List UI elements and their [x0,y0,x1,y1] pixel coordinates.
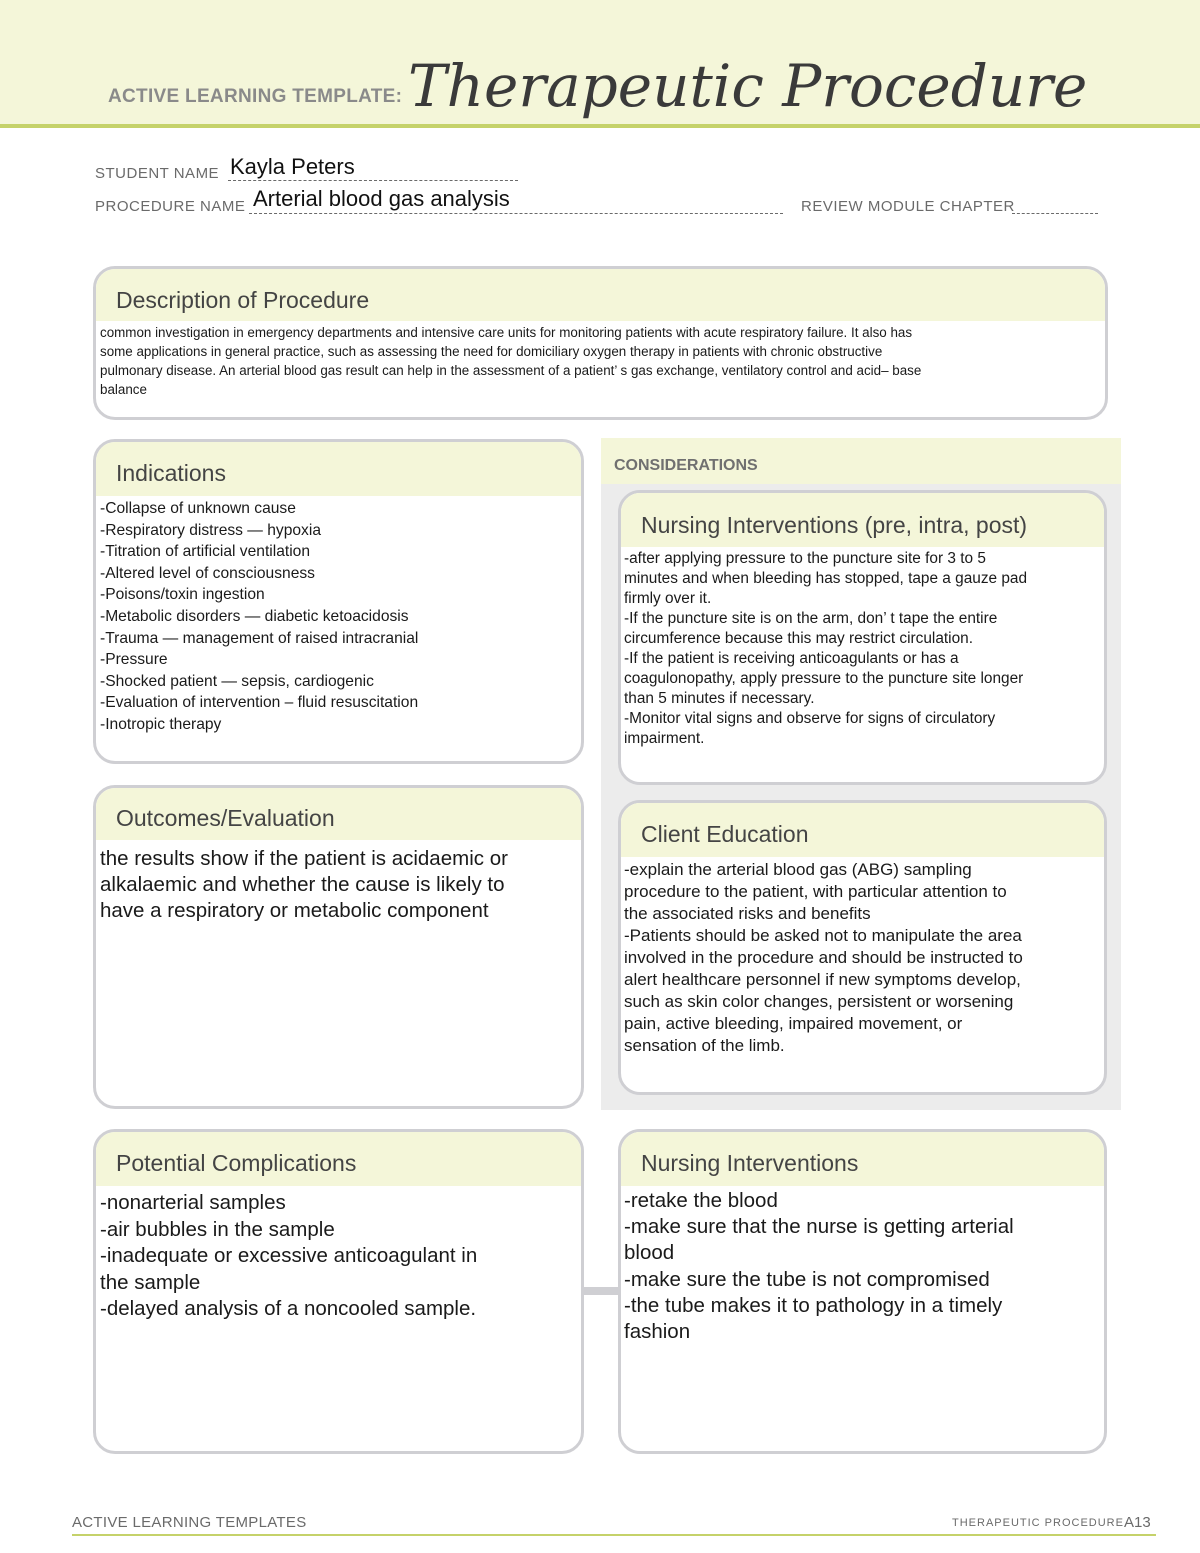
text-line: -Patients should be asked not to manipulate the area [624,926,1022,945]
description-box [93,266,1108,420]
list-item: -Respiratory distress — hypoxia [100,521,321,539]
text-line: pain, active bleeding, impaired movement, or [624,1014,963,1033]
list-item: -Inotropic therapy [100,715,222,733]
review-module-label: REVIEW MODULE CHAPTER [801,198,1015,215]
text-line: sensation of the limb. [624,1036,785,1055]
text-line: alkalaemic and whether the cause is likely to [100,873,505,896]
text-line: than 5 minutes if necessary. [624,690,815,707]
text-line: the results show if the patient is acidaemic or [100,847,508,870]
description-line: pulmonary disease. An arterial blood gas result can help in the assessment of a patient’ s gas exchange, ventilatory control and acid– base [100,363,922,378]
list-item: -Altered level of consciousness [100,564,315,582]
list-item: -Trauma — management of raised intracranial [100,629,419,647]
text-line: minutes and when bleeding has stopped, tape a gauze pad [624,570,1028,587]
text-line: coagulonopathy, apply pressure to the puncture site longer [624,670,1024,687]
text-line: -If the puncture site is on the arm, don’ t tape the entire [624,610,998,627]
box-connector [582,1287,622,1295]
text-line: have a respiratory or metabolic component [100,899,489,922]
outcomes-title: Outcomes/Evaluation [96,788,581,840]
procedure-name-label: PROCEDURE NAME [95,198,246,215]
nursing-interventions-text[interactable] [621,1186,1104,1345]
list-item: -Evaluation of intervention – fluid resuscitation [100,694,419,712]
text-line: blood [624,1241,675,1265]
text-line: -inadequate or excessive anticoagulant in [100,1244,478,1267]
description-title: Description of Procedure [96,269,1105,321]
list-item: -Poisons/toxin ingestion [100,586,265,604]
text-line: involved in the procedure and should be instructed to [624,948,1023,967]
footer-divider [72,1534,1156,1536]
page-title: Therapeutic Procedure [408,52,1088,120]
page-number: A13 [1124,1514,1151,1531]
text-line: -the tube makes it to pathology in a timely [624,1293,1003,1317]
procedure-name-line [249,213,783,214]
student-name-label: STUDENT NAME [95,165,220,182]
text-line: procedure to the patient, with particular attention to [624,882,1007,901]
list-item: -Shocked patient — sepsis, cardiogenic [100,672,374,690]
list-item: -Titration of artificial ventilation [100,543,311,561]
footer-left: ACTIVE LEARNING TEMPLATES [72,1514,307,1531]
text-line: -If the patient is receiving anticoagulants or has a [624,650,959,667]
list-item: -Pressure [100,651,168,669]
text-line: -air bubbles in the sample [100,1217,335,1241]
text-line: -nonarterial samples [100,1191,286,1214]
description-text[interactable] [96,321,1105,399]
list-item: -Metabolic disorders — diabetic ketoacidosis [100,607,409,625]
indications-box [93,439,584,764]
client-education-box [618,800,1107,1095]
indications-list[interactable] [96,496,581,736]
nursing-pre-title: Nursing Interventions (pre, intra, post) [621,493,1104,547]
procedure-name-field[interactable]: Arterial blood gas analysis [253,186,510,211]
text-line: firmly over it. [624,590,712,607]
nursing-pre-box [618,490,1107,785]
student-name-line [228,180,518,181]
text-line: -explain the arterial blood gas (ABG) sampling [624,860,972,879]
indications-title: Indications [96,442,581,496]
outcomes-box [93,785,584,1109]
text-line: -make sure the tube is not compromised [624,1267,990,1291]
text-line: -make sure that the nurse is getting arterial [624,1215,1014,1239]
considerations-title: CONSIDERATIONS [601,438,1121,484]
student-name-field[interactable]: Kayla Peters [230,154,355,179]
text-line: -delayed analysis of a noncooled sample. [100,1297,477,1320]
outcomes-text[interactable] [96,840,581,924]
nursing-interventions-title: Nursing Interventions [621,1132,1104,1186]
description-line: some applications in general practice, such as assessing the need for domiciliary oxygen therapy in patients with chronic obstructive [100,344,883,359]
client-education-text[interactable] [621,857,1104,1057]
complications-text[interactable] [96,1186,581,1323]
text-line: alert healthcare personnel if new symptoms develop, [624,970,1021,989]
review-module-line [1012,213,1098,214]
footer-right: THERAPEUTIC PROCEDURE [952,1517,1124,1529]
nursing-interventions-box [618,1129,1107,1454]
complications-box [93,1129,584,1454]
description-line: balance [100,382,147,397]
text-line: -after applying pressure to the puncture site for 3 to 5 [624,550,986,567]
text-line: the sample [100,1270,201,1294]
text-line: circumference because this may restrict circulation. [624,630,973,647]
text-line: impairment. [624,730,705,747]
text-line: -Monitor vital signs and observe for signs of circulatory [624,710,996,727]
nursing-pre-text[interactable] [621,547,1104,749]
list-item: -Collapse of unknown cause [100,500,296,517]
complications-title: Potential Complications [96,1132,581,1186]
text-line: the associated risks and benefits [624,904,871,923]
text-line: fashion [624,1320,691,1344]
text-line: such as skin color changes, persistent or worsening [624,992,1014,1011]
description-line: common investigation in emergency departments and intensive care units for monitoring patients with acute respiratory failure. It also has [100,325,913,340]
text-line: -retake the blood [624,1189,778,1212]
client-education-title: Client Education [621,803,1104,857]
template-label: ACTIVE LEARNING TEMPLATE: [108,86,403,107]
